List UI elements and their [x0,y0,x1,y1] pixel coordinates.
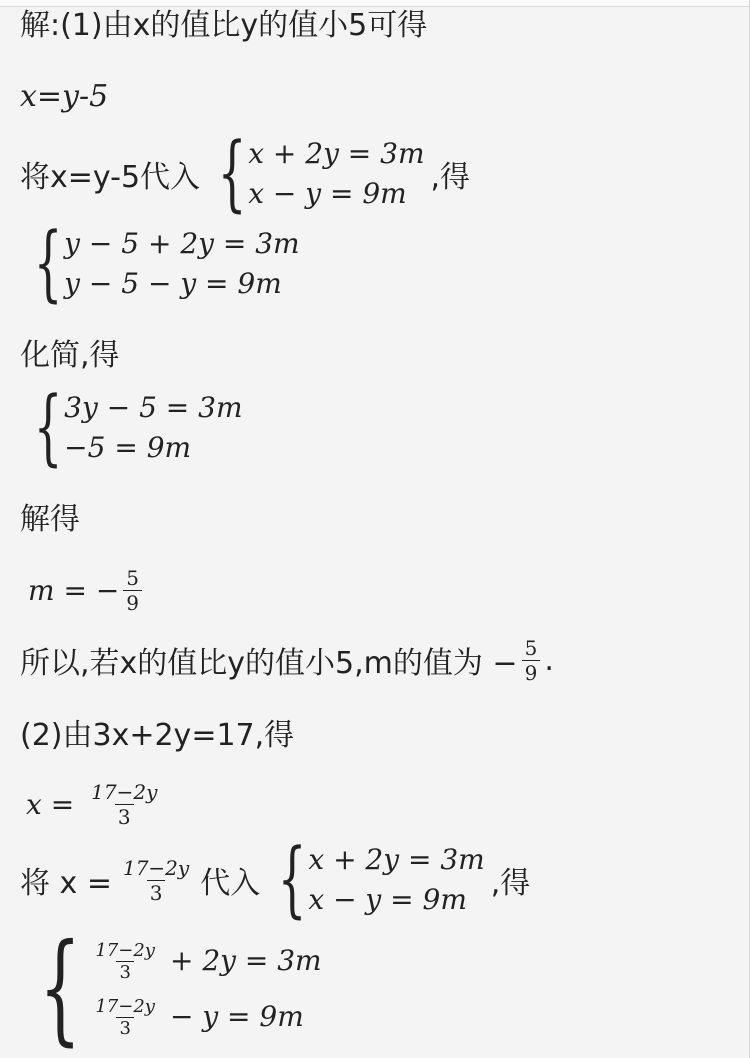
system-row: x − y = 9m [308,883,467,916]
text-l8-lhs: m = − [28,573,120,607]
system-row: x + 2y = 3m [308,843,485,876]
equation-system-2 [22,216,306,311]
system-row: x + 2y = 3m [248,137,425,170]
system-row: x − y = 9m [248,177,407,210]
system-row: y − 5 + 2y = 3m [64,227,300,260]
text-l11-lhs: x = [26,787,75,821]
system-wrapper [22,919,322,1058]
equation-system-5 [22,919,328,1058]
text-l9-end: . [544,642,554,678]
fraction-denominator: 3 [147,880,166,905]
system-row: −5 = 9m [64,431,192,464]
fraction-17-2y-over-3 [92,996,158,1039]
fraction-numerator: 17−2y [95,939,155,961]
text-l9: 所以,若x的值比y的值小5,m的值为 − [20,646,518,681]
solve-text [20,494,80,538]
fraction-numerator: 5 [126,565,140,590]
substitute-line-1 [20,126,471,221]
brace-icon: { [39,919,82,1058]
text-l5: 化简,得 [20,338,120,373]
system-row [88,933,321,989]
fraction-denominator: 3 [115,804,134,829]
fraction-17-2y-over-3 [120,856,192,905]
text-l3-suffix: ,得 [430,160,471,195]
brace-icon: { [217,126,247,221]
part2-intro [20,710,294,754]
fraction-numerator: 17−2y [122,855,190,880]
equation-system-4 [266,832,485,927]
system-row [88,989,321,1045]
text-l7: 解得 [20,502,80,537]
fraction-5-9 [123,566,142,615]
text-l12-suffix: ,得 [490,866,531,901]
fraction-denominator: 3 [116,961,133,983]
system-row: y − 5 − y = 9m [64,267,282,300]
text-l2: x=y-5 [20,78,109,114]
text-l12-mid: 代入 [200,866,261,901]
part1-conclusion [20,632,554,688]
fraction-denominator: 3 [116,1017,133,1039]
fraction-denominator: 9 [123,590,142,615]
equation-x-equals-y-minus-5 [20,76,108,116]
text-l3-prefix: 将x=y-5代入 [20,160,201,195]
fraction-17-2y-over-3 [92,940,158,983]
system-row-tail: − y = 9m [169,1000,304,1033]
brace-icon: { [33,216,63,311]
simplify-text [20,330,120,374]
text-l1: 解:(1)由x的值比y的值小5可得 [20,8,428,43]
fraction-denominator: 9 [522,660,541,685]
system-wrapper [22,216,300,311]
system-wrapper [22,380,243,475]
brace-icon: { [277,832,307,927]
x-expression [26,774,164,834]
text-l12-prefix: 将 x = [20,866,112,901]
fraction-numerator: 17−2y [91,779,158,804]
text-l10: (2)由3x+2y=17,得 [20,718,295,753]
substitute-line-2 [20,832,531,927]
m-result [28,562,146,618]
equation-system-1 [206,126,425,221]
fraction-17-2y-over-3 [88,780,160,829]
fraction-numerator: 5 [524,635,538,660]
system-row: 3y − 5 = 3m [64,391,243,424]
solution-intro-text [20,0,427,44]
brace-icon: { [33,380,63,475]
fraction-5-9 [522,636,541,685]
system-row-tail: + 2y = 3m [169,944,322,977]
equation-system-3 [22,380,249,475]
fraction-numerator: 17−2y [95,995,155,1017]
